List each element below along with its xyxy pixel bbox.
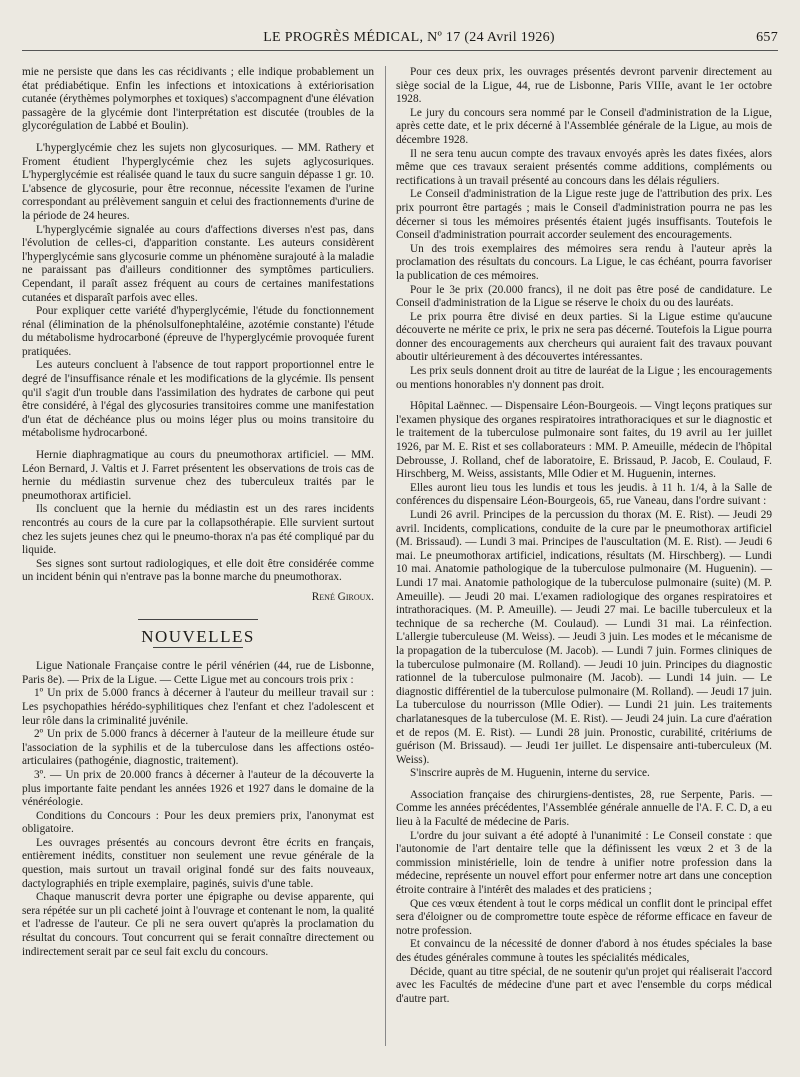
assoc-paragraph-5: Décide, quant au titre spécial, de ne soutenir qu'un projet qui réaliserait l'accord avec les Facultés de médecine d'une part et avec l'ensemble du corps médical d'autre part.	[396, 965, 772, 1005]
assoc-title: Association française des chirurgiens-dentistes,	[410, 788, 635, 801]
signature-text: René Giroux.	[311, 590, 374, 603]
right-paragraph-2: Le jury du concours sera nommé par le Conseil d'administration de la Ligue, après cette date, et le prix décerné à l'Assemblée générale de la Ligue, au mois de décembre 1928.	[396, 106, 772, 146]
laennec-paragraph-4: S'inscrire auprès de M. Huguenin, interne du service.	[410, 767, 650, 780]
assoc-paragraph-3: Que ces vœux étendent à tout le corps médical un conflit dont le principal effet sera d'éloigner ou de compromettre toute espèce de réforme efficace en faveur de notre profession.	[396, 897, 772, 937]
laennec-text-1: — Vingt leçons pratiques sur l'examen physique des organes respiratoires intrathoraciques et sur le diagnostic et le traitement de la tuberculose pulmonaire sont faites, du 19 avril au 1er juillet 1926, par M. E. Rist et ses collaborateurs : MM. P. Ameuille, médecin de l'hôpital Debrousse, J. Rolland, chef de laboratoire, E. Brissaud, P. Jacob, E. Coulaud, F. Hirschberg, M. Weiss, assistants, Mlle Odier et M. Huguenin, internes.	[396, 400, 772, 481]
assoc-paragraph-4: Et convaincu de la nécessité de donner d'abord à nos études spéciales la base des études générales commune à toutes les spécialités médicales,	[396, 938, 772, 964]
prize-item-1: 1º Un prix de 5.000 francs à décerner à l'auteur du meilleur travail sur : Les psychopathies hérédo-syphilitiques chez l'enfant et chez l'adolescent et leur rôle dans la criminalité juvénile.	[22, 687, 374, 727]
right-paragraph-5: Un des trois exemplaires des mémoires sera rendu à l'auteur après la proclamation des résultats du concours. La Ligue, le cas échéant, pourra favoriser la publication de ces mémoires.	[396, 242, 772, 282]
ligue-text: (44, rue de Lisbonne, Paris 8e). — Prix de la Ligue. — Cette Ligue met au concours trois prix :	[22, 660, 375, 686]
intro-paragraph: mie ne persiste que dans les cas récidivants ; elle indique probablement un état prédiabétique. Enfin les infections et intoxications à extériorisation cutanée (érythèmes polymorphes et toxiques) s'accompagnent d'une élévation passagère de la glycémie dont l'interprétation est discutée (troubles de la glycorégulation de Labbé et Boulin).	[22, 66, 374, 133]
hyperglycemie-paragraph-2: L'hyperglycémie signalée au cours d'affections diverses n'est pas, dans l'évolution de celles-ci, d'apparition constante. Les auteurs considèrent l'hyperglycémie sans glycosurie comme un phénomène surajouté à la maladie ne paraissant pas d'ailleurs conditionner des symptômes particuliers. Cependant, il paraît assez fréquent au cours de certaines manifestations cutanées et disparaît parfois avec elles.	[22, 223, 374, 304]
left-column	[22, 66, 374, 959]
header-rule	[22, 50, 778, 51]
right-paragraph-6: Pour le 3e prix (20.000 francs), il ne doit pas être posé de candidature. Le Conseil d'administration de la Ligue se réserve le choix du ou des lauréats.	[396, 283, 772, 310]
right-column	[396, 66, 772, 1006]
right-paragraph-7: Le prix pourra être divisé en deux parties. Si la Ligue estime qu'aucune découverte ne mérite ce prix, le prix ne sera pas décerné. Toutefois la Ligue pourra donner des encouragements aux chercheurs qui auraient fait des travaux pouvant aboutir ultérieurement à des découvertes intéressantes.	[396, 310, 772, 364]
hyperglycemie-text-1: étudient l'hyperglycémie chez les sujets aglycosuriques. L'hyperglycémie est réalisée quand le taux du sucre sanguin dépasse 1 gr. 10. L'absence de glycosurie, pour être reconnue, nécessite l'examen de l'urine correspondant au prélèvement sanguin et celui des fractionnements d'urine de la période de 24 heures.	[22, 155, 374, 222]
assoc-text-1: 28, rue Serpente, Paris. — Comme les années précédentes, l'Assemblée générale annuelle de l'A. F. C. D, a eu lieu à la Faculté de médecine de Paris.	[396, 788, 773, 829]
author-signature	[22, 591, 374, 605]
right-paragraph-4: Le Conseil d'administration de la Ligue reste juge de l'attribution des prix. Les prix pourront être partagés ; mais le Conseil d'administration pourra ne pas les décerner si tous les mémoires présentés étaient jugés insuffisants. Toutefois le Conseil d'administration pourrait accorder seulement des encouragements.	[396, 188, 772, 242]
right-paragraph-3: Il ne sera tenu aucun compte des travaux envoyés après les dates fixées, alors même que ces travaux seraient présentés comme additions, compléments ou rectifications à un travail présenté au concours dans les délais réguliers.	[396, 147, 772, 187]
ligue-title: Ligue Nationale Française contre le péril vénérien	[36, 660, 270, 673]
conditions-paragraph: Conditions du Concours : Pour les deux premiers prix, l'anonymat est obligatoire.	[22, 809, 374, 836]
right-paragraph-8: Les prix seuls donnent droit au titre de lauréat de la Ligue ; les encouragements ou mentions honorables n'y donnent pas droit.	[396, 365, 772, 391]
ouvrages-paragraph: Les ouvrages présentés au concours devront être écrits en français, entièrement inédits, constituer non seulement une revue générale de la question, mais surtout un travail original fondé sur des faits nouveaux, dactylographiés en triple exemplaire, paginés, suivis d'une table.	[22, 836, 374, 890]
prize-item-3: 3º. — Un prix de 20.000 francs à décerner à l'auteur de la découverte la plus importante faite pendant les années 1926 et 1927 dans le domaine de la vénéréologie.	[22, 768, 374, 809]
laennec-title: Hôpital Laënnec. — Dispensaire Léon-Bourgeois.	[410, 400, 638, 413]
assoc-paragraph-1	[396, 789, 772, 830]
column-divider	[385, 66, 386, 1046]
hyperglycemie-title: L'hyperglycémie chez les sujets non glycosuriques. — MM. Rathery et Froment	[22, 141, 374, 168]
hernie-paragraph-2: Ils concluent que la hernie du médiastin est un des rares incidents rencontrés au cours de la cure par la collapsothérapie. Elle survient surtout chez les sujets jeunes chez qui le pneumo-thorax n'a pas été compliqué par du liquide.	[22, 503, 374, 557]
hyperglycemie-paragraph-4: Les auteurs concluent à l'absence de tout rapport proportionnel entre le degré de l'insuffisance rénale et les modifications de la glycémie. Ils pensent qu'il s'agit d'un trouble dans l'assimilation des hydrates de carbone qui peut être considéré, à l'égal des glycosuries transitoires comme une manifestation d'un état de déchéance plus ou moins léger plus ou moins transitoire du métabolisme hydrocarboné.	[22, 359, 374, 440]
manuscrit-paragraph: Chaque manuscrit devra porter une épigraphe ou devise apparente, qui sera répétée sur un pli cacheté joint à l'ouvrage et contenant le nom, la qualité et l'adresse de l'auteur. Ce pli ne sera ouvert qu'après la proclamation du résultat du concours. Tout concurrent qui se ferait connaître directement ou indirectement serait par ce seul fait exclu du concours.	[22, 891, 374, 958]
prize-list	[22, 687, 374, 809]
hyperglycemie-paragraph-1	[22, 142, 374, 224]
laennec-paragraph-2: Elles auront lieu tous les lundis et tous les jeudis. à 11 h. 1/4, à la Salle de conférences du dispensaire Léon-Bourgeois, 65, rue Vaneau, dans l'ordre suivant :	[396, 481, 772, 508]
laennec-schedule: Lundi 26 avril. Principes de la percussion du thorax (M. E. Rist). — Jeudi 29 avril. Incidents, complications, conduite de la cure par le pneumothorax artificiel (M. Brissaud). — Lundi 3 mai. Principes de l'auscultation (M. E. Rist). — Jeudi 6 mai. Le pneumothorax artificiel, indications, résultats (M. Hirschberg). — Lundi 10 mai. Anatomie pathologique de la tuberculose pulmonaire (M. Huguenin). — Lundi 17 mai. Anatomie pathologique de la tuberculose pulmonaire (suite) (M. P. Ameuille). — Jeudi 20 mai. L'examen radiologique des organes respiratoires et intrathoraciques. (M. P. Ameuille). — Jeudi 27 mai. Le bacille tuberculeux et la technique de sa recherche (M. Coulaud). — Lundi 31 mai. La réinfection. L'allergie tuberculeuse (M. Weiss). — Jeudi 3 juin. Les modes et le mécanisme de la propagation de la tuberculose (M. Jacob). — Lundi 7 juin. Formes cliniques de la tuberculose pulmonaire (M. Rolland). — Jeudi 10 juin. Principes du diagnostic rationnel de la tuberculose pulmonaire (M. Jacob). — Lundi 14 juin. — Le diagnostic différentiel de la tuberculose pulmonaire (M. Rolland). — Jeudi 17 juin. La tuberculose du nourrisson (Mlle Odier). — Lundi 21 juin. Les traitements charlatanesques de la tuberculose (M. E. Rist). — Jeudi 24 juin. La cure d'aération et de repos (M. E. Rist). — Lundi 28 juin. Pronostic, curabilité, critériums de guérison (M. Brissaud). — Jeudi 1er juillet. Le dispensaire anti-tuberculeux (M. Weiss).	[396, 509, 772, 766]
running-header	[22, 30, 778, 46]
section-title-nouvelles: NOUVELLES	[141, 626, 255, 646]
page-number: 657	[756, 30, 778, 45]
hernie-title: Hernie diaphragmatique au cours du pneumothorax artificiel. — MM. Léon Bernard, J. Valtis et J. Farret	[22, 449, 374, 475]
prize-item-2: 2º Un prix de 5.000 francs à décerner à l'auteur de la meilleure étude sur l'association de la syphilis et de la tuberculose dans les affections ostéo-articulaires (pathogénie, diagnostic, traitement).	[22, 728, 374, 768]
right-paragraph-1: Pour ces deux prix, les ouvrages présentés devront parvenir directement au siège social de la Ligue, 44, rue de Lisbonne, Paris VIIIe, avant le 1er octobre 1928.	[396, 66, 772, 106]
laennec-paragraph-1	[396, 400, 772, 482]
assoc-paragraph-2: L'ordre du jour suivant a été adopté à l'unanimité : Le Conseil constate : que l'autonomie de l'art dentaire telle que la définissent les vœux 2 et 3 de la commission ministérielle, loin de tendre à unifier notre profession dans la médecine, représente un nouvel effort pour enfermer notre art dans une conception étroite contraire à l'intérêt des malades et des praticiens ;	[396, 829, 772, 897]
hernie-paragraph-3: Ses signes sont surtout radiologiques, et elle doit être considérée comme un incident bénin qui n'entrave pas la bonne marche du pneumothorax.	[22, 557, 374, 584]
hyperglycemie-paragraph-3: Pour expliquer cette variété d'hyperglycémie, l'étude du fonctionnement rénal (élimination de la phénolsulfonephtaléine, azotémie constante) l'étude du métabolisme hydrocarboné (épreuve de l'hyperglycémie provoquée furent pratiquées.	[22, 305, 374, 358]
section-rule-bottom	[153, 647, 243, 648]
hernie-paragraph-1	[22, 449, 374, 503]
hernie-text-1: présentent les observations de trois cas de hernie du médiastin survenue chez des tuberculeux traités par le pneumothorax artificiel.	[22, 462, 375, 502]
section-rule-top	[138, 619, 258, 620]
journal-title: LE PROGRÈS MÉDICAL, Nº 17 (24 Avril 1926)	[263, 30, 555, 45]
ligue-paragraph	[22, 660, 374, 687]
